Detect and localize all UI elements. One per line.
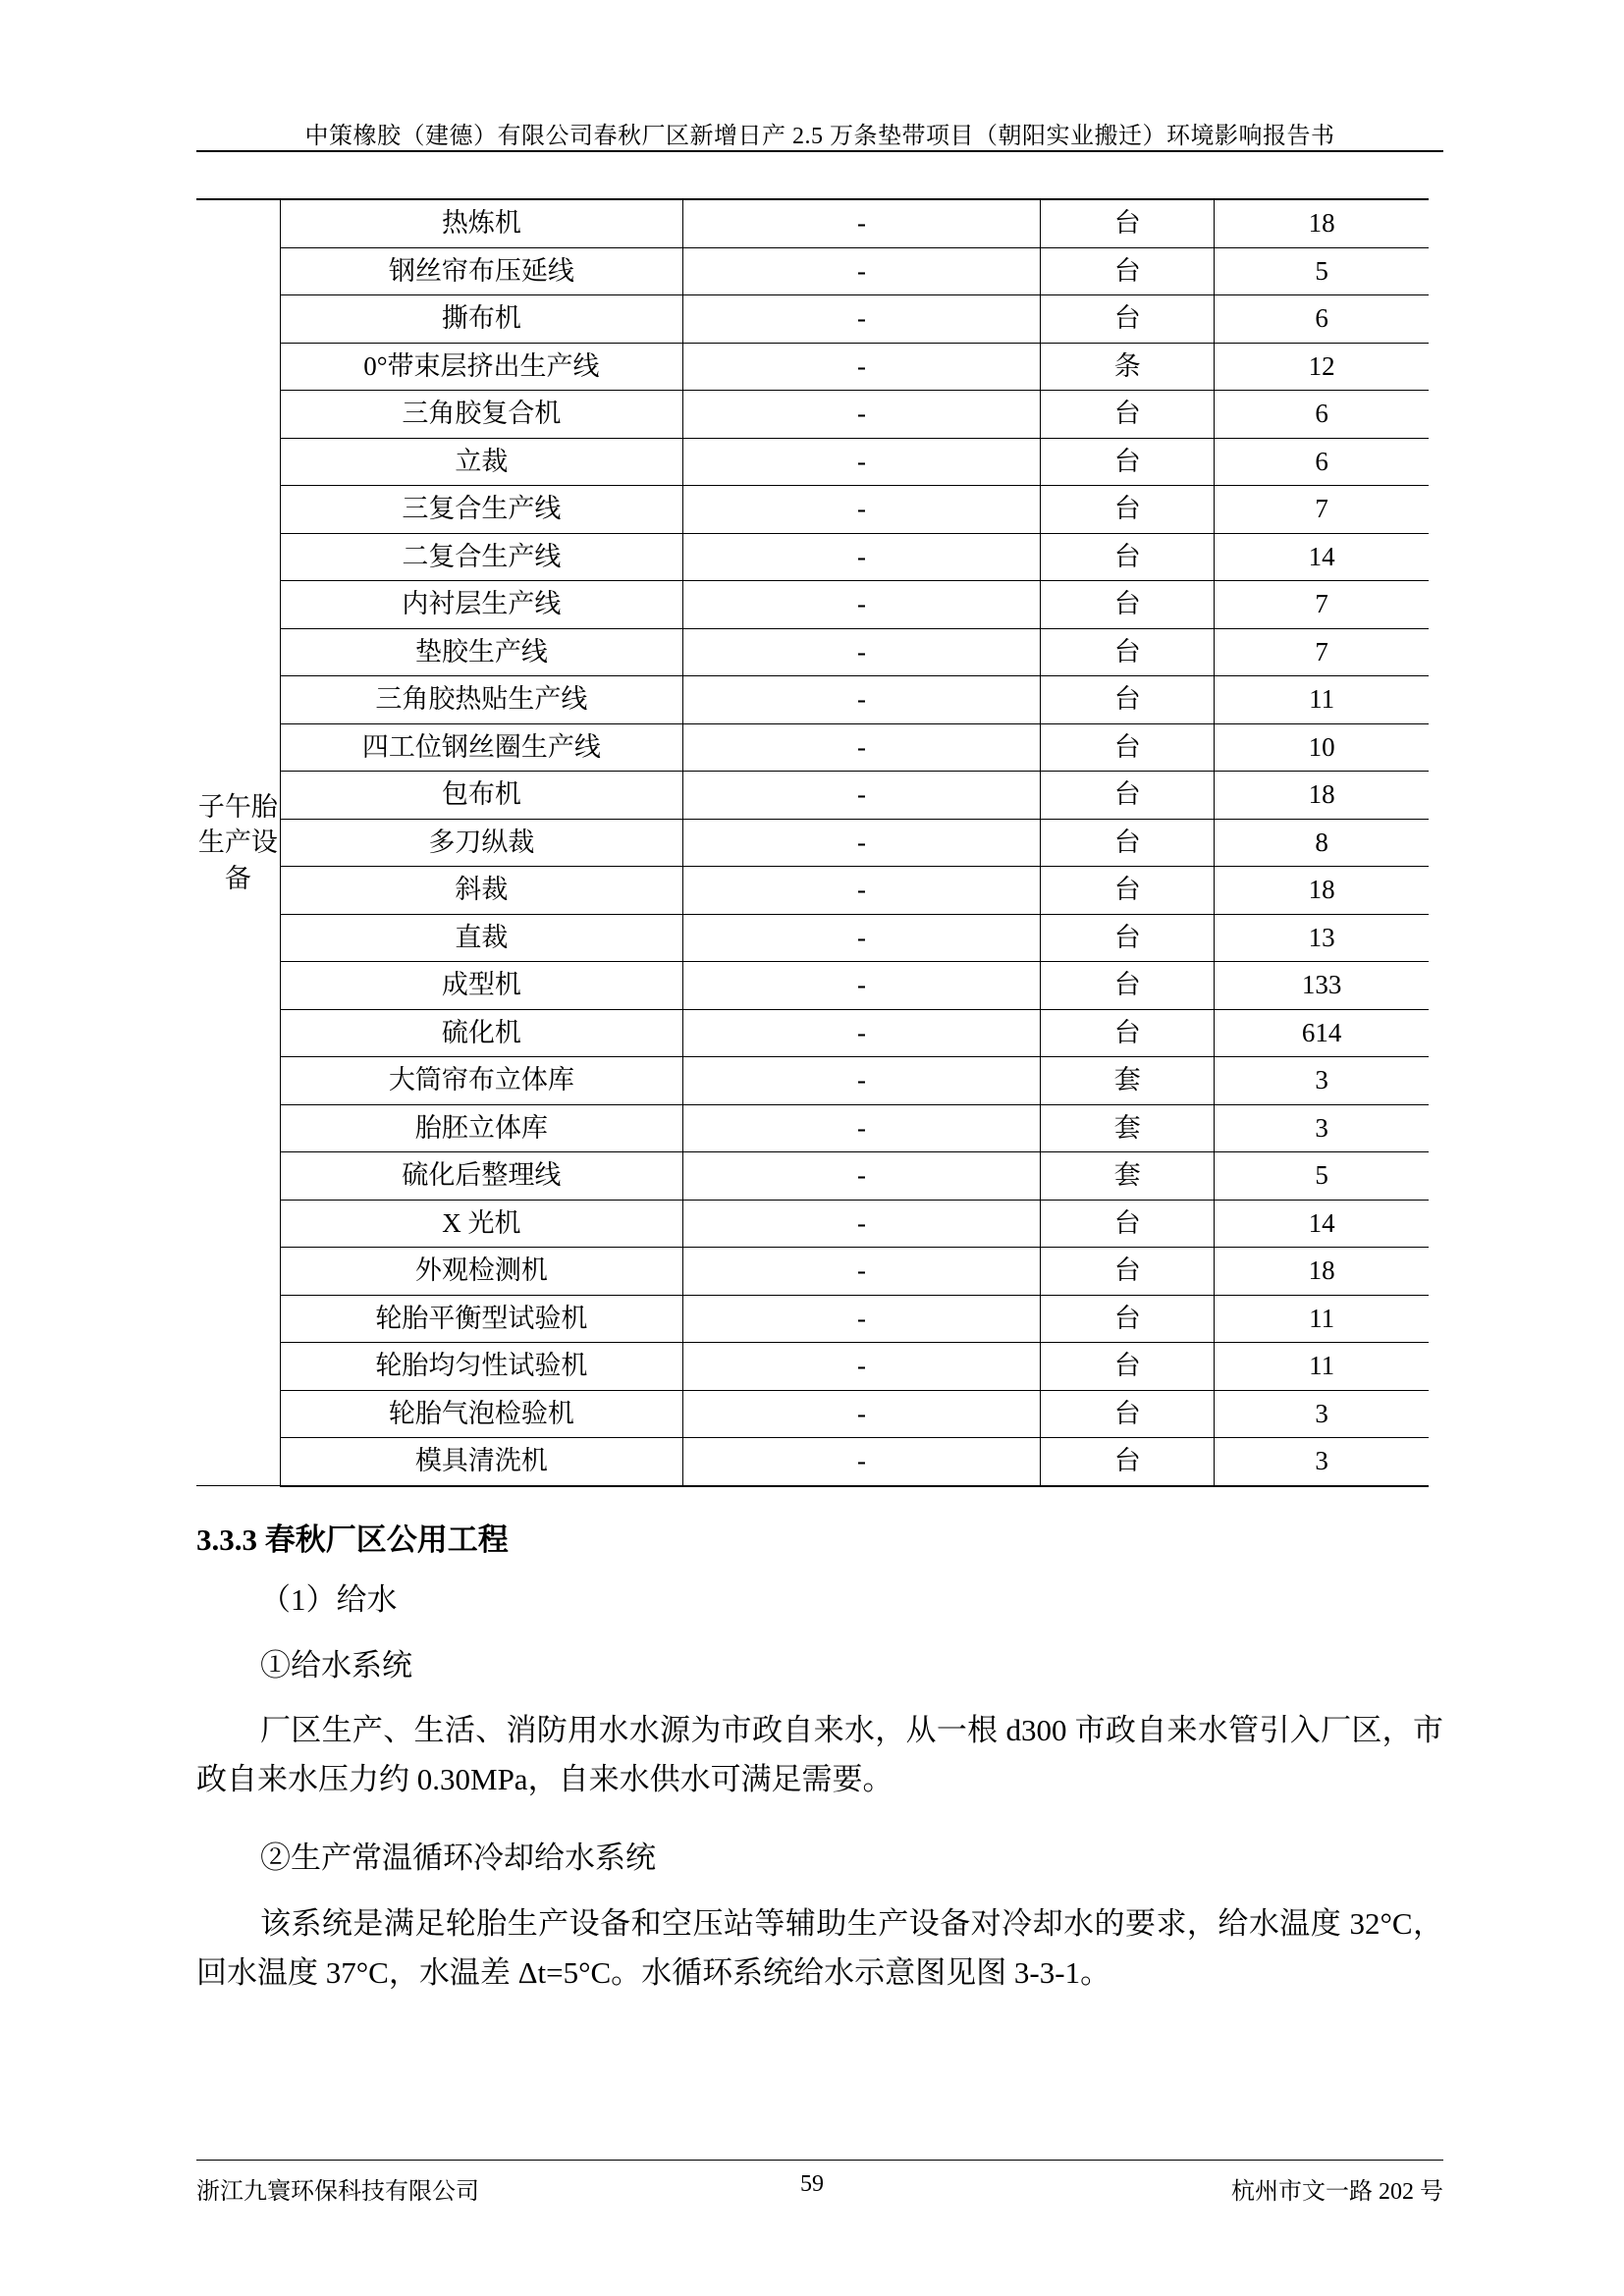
equipment-unit-cell: 台 (1041, 438, 1215, 486)
table-row (196, 391, 1429, 439)
paragraph-water-source: 厂区生产、生活、消防用水水源为市政自来水，从一根 d300 市政自来水管引入厂区，市政自来水压力约 0.30MPa，自来水供水可满足需要。 (196, 1713, 1443, 1796)
equipment-name-cell: 大筒帘布立体库 (280, 1057, 682, 1105)
equipment-unit-cell: 台 (1041, 1390, 1215, 1438)
equipment-count-cell: 14 (1215, 1200, 1429, 1248)
equipment-count-cell: 10 (1215, 723, 1429, 772)
equipment-spec-cell: - (682, 723, 1040, 772)
equipment-count-cell: 7 (1215, 628, 1429, 676)
equipment-count-cell: 18 (1215, 772, 1429, 820)
equipment-spec-cell: - (682, 772, 1040, 820)
equipment-name-cell: 撕布机 (280, 295, 682, 344)
equipment-count-cell: 11 (1215, 676, 1429, 724)
equipment-table (196, 198, 1429, 1487)
equipment-spec-cell: - (682, 581, 1040, 629)
equipment-count-cell: 14 (1215, 533, 1429, 581)
equipment-spec-cell: - (682, 914, 1040, 962)
page-header-title: 中策橡胶（建德）有限公司春秋厂区新增日产 2.5 万条垫带项目（朝阳实业搬迁）环境影响报告书 (304, 124, 1335, 149)
equipment-unit-cell: 台 (1041, 723, 1215, 772)
equipment-name-cell: 四工位钢丝圈生产线 (280, 723, 682, 772)
equipment-unit-cell: 套 (1041, 1057, 1215, 1105)
equipment-name-cell: X 光机 (280, 1200, 682, 1248)
equipment-spec-cell: - (682, 1152, 1040, 1201)
table-row (196, 438, 1429, 486)
equipment-table-body (196, 199, 1429, 1486)
equipment-spec-cell: - (682, 1248, 1040, 1296)
equipment-unit-cell: 套 (1041, 1104, 1215, 1152)
equipment-unit-cell: 台 (1041, 1009, 1215, 1057)
equipment-count-cell: 12 (1215, 343, 1429, 391)
equipment-name-cell: 胎胚立体库 (280, 1104, 682, 1152)
equipment-spec-cell: - (682, 1295, 1040, 1343)
table-row (196, 581, 1429, 629)
equipment-unit-cell: 台 (1041, 1438, 1215, 1486)
subsection-water-supply: （1）给水 (260, 1582, 398, 1617)
equipment-count-cell: 5 (1215, 247, 1429, 295)
equipment-count-cell: 3 (1215, 1390, 1429, 1438)
table-row (196, 1200, 1429, 1248)
table-row (196, 1104, 1429, 1152)
equipment-spec-cell: - (682, 676, 1040, 724)
equipment-count-cell: 133 (1215, 962, 1429, 1010)
table-row (196, 199, 1429, 247)
table-row (196, 247, 1429, 295)
equipment-name-cell: 多刀纵裁 (280, 819, 682, 867)
table-row (196, 1248, 1429, 1296)
equipment-unit-cell: 台 (1041, 867, 1215, 915)
header-divider (196, 150, 1443, 152)
equipment-name-cell: 斜裁 (280, 867, 682, 915)
equipment-count-cell: 614 (1215, 1009, 1429, 1057)
equipment-name-cell: 成型机 (280, 962, 682, 1010)
equipment-spec-cell: - (682, 391, 1040, 439)
equipment-spec-cell: - (682, 1390, 1040, 1438)
equipment-spec-cell: - (682, 1104, 1040, 1152)
table-row (196, 1438, 1429, 1486)
equipment-spec-cell: - (682, 486, 1040, 534)
equipment-count-cell: 3 (1215, 1438, 1429, 1486)
table-row (196, 1295, 1429, 1343)
equipment-count-cell: 18 (1215, 1248, 1429, 1296)
table-row (196, 628, 1429, 676)
table-row (196, 1009, 1429, 1057)
equipment-spec-cell: - (682, 533, 1040, 581)
equipment-spec-cell: - (682, 438, 1040, 486)
equipment-unit-cell: 台 (1041, 772, 1215, 820)
table-row (196, 486, 1429, 534)
equipment-category-cell: 子午胎生产设备 (196, 199, 280, 1486)
footer-address: 杭州市文一路 202 号 (1231, 2179, 1443, 2205)
equipment-count-cell: 6 (1215, 295, 1429, 344)
equipment-unit-cell: 台 (1041, 199, 1215, 247)
equipment-unit-cell: 台 (1041, 295, 1215, 344)
equipment-unit-cell: 台 (1041, 486, 1215, 534)
equipment-count-cell: 18 (1215, 867, 1429, 915)
item-cooling-water-system: ②生产常温循环冷却给水系统 (260, 1841, 656, 1875)
equipment-unit-cell: 台 (1041, 914, 1215, 962)
equipment-name-cell: 三角胶热贴生产线 (280, 676, 682, 724)
paragraph-cooling-water: 该系统是满足轮胎生产设备和空压站等辅助生产设备对冷却水的要求，给水温度 32°C，回水温度 37°C，水温差 Δt=5°C。水循环系统给水示意图见图 3-3-1。 (196, 1906, 1443, 1990)
equipment-unit-cell: 台 (1041, 819, 1215, 867)
table-row (196, 772, 1429, 820)
equipment-unit-cell: 台 (1041, 962, 1215, 1010)
equipment-spec-cell: - (682, 962, 1040, 1010)
equipment-unit-cell: 台 (1041, 628, 1215, 676)
equipment-name-cell: 外观检测机 (280, 1248, 682, 1296)
equipment-spec-cell: - (682, 343, 1040, 391)
equipment-count-cell: 18 (1215, 199, 1429, 247)
equipment-count-cell: 7 (1215, 486, 1429, 534)
equipment-name-cell: 垫胶生产线 (280, 628, 682, 676)
equipment-count-cell: 3 (1215, 1104, 1429, 1152)
footer-page-number: 59 (800, 2171, 824, 2197)
equipment-unit-cell: 台 (1041, 1295, 1215, 1343)
section-heading: 3.3.3 春秋厂区公用工程 (196, 1522, 509, 1557)
equipment-spec-cell: - (682, 628, 1040, 676)
equipment-unit-cell: 台 (1041, 676, 1215, 724)
equipment-name-cell: 轮胎气泡检验机 (280, 1390, 682, 1438)
equipment-spec-cell: - (682, 1009, 1040, 1057)
equipment-name-cell: 内衬层生产线 (280, 581, 682, 629)
equipment-unit-cell: 台 (1041, 247, 1215, 295)
table-row (196, 1390, 1429, 1438)
equipment-count-cell: 7 (1215, 581, 1429, 629)
equipment-count-cell: 6 (1215, 438, 1429, 486)
equipment-unit-cell: 台 (1041, 1200, 1215, 1248)
table-row (196, 1343, 1429, 1391)
equipment-unit-cell: 条 (1041, 343, 1215, 391)
equipment-count-cell: 5 (1215, 1152, 1429, 1201)
equipment-spec-cell: - (682, 1438, 1040, 1486)
equipment-spec-cell: - (682, 1200, 1040, 1248)
equipment-name-cell: 硫化机 (280, 1009, 682, 1057)
equipment-name-cell: 轮胎平衡型试验机 (280, 1295, 682, 1343)
table-row (196, 533, 1429, 581)
equipment-name-cell: 钢丝帘布压延线 (280, 247, 682, 295)
equipment-count-cell: 11 (1215, 1343, 1429, 1391)
table-row (196, 676, 1429, 724)
equipment-count-cell: 3 (1215, 1057, 1429, 1105)
equipment-spec-cell: - (682, 1057, 1040, 1105)
table-row (196, 819, 1429, 867)
table-row (196, 962, 1429, 1010)
equipment-unit-cell: 台 (1041, 1343, 1215, 1391)
table-row (196, 1057, 1429, 1105)
equipment-name-cell: 立裁 (280, 438, 682, 486)
equipment-name-cell: 包布机 (280, 772, 682, 820)
equipment-spec-cell: - (682, 247, 1040, 295)
equipment-name-cell: 热炼机 (280, 199, 682, 247)
equipment-spec-cell: - (682, 867, 1040, 915)
equipment-name-cell: 0°带束层挤出生产线 (280, 343, 682, 391)
equipment-count-cell: 13 (1215, 914, 1429, 962)
equipment-name-cell: 直裁 (280, 914, 682, 962)
equipment-spec-cell: - (682, 819, 1040, 867)
equipment-unit-cell: 套 (1041, 1152, 1215, 1201)
table-row (196, 867, 1429, 915)
equipment-unit-cell: 台 (1041, 581, 1215, 629)
equipment-name-cell: 硫化后整理线 (280, 1152, 682, 1201)
equipment-name-cell: 二复合生产线 (280, 533, 682, 581)
equipment-name-cell: 三角胶复合机 (280, 391, 682, 439)
equipment-spec-cell: - (682, 1343, 1040, 1391)
table-row (196, 295, 1429, 344)
footer-divider (196, 2160, 1443, 2161)
table-row (196, 343, 1429, 391)
equipment-unit-cell: 台 (1041, 533, 1215, 581)
equipment-count-cell: 8 (1215, 819, 1429, 867)
equipment-count-cell: 6 (1215, 391, 1429, 439)
table-row (196, 914, 1429, 962)
equipment-count-cell: 11 (1215, 1295, 1429, 1343)
equipment-name-cell: 三复合生产线 (280, 486, 682, 534)
equipment-unit-cell: 台 (1041, 1248, 1215, 1296)
table-row (196, 723, 1429, 772)
equipment-name-cell: 模具清洗机 (280, 1438, 682, 1486)
item-water-supply-system: ①给水系统 (260, 1648, 412, 1682)
equipment-spec-cell: - (682, 199, 1040, 247)
equipment-unit-cell: 台 (1041, 391, 1215, 439)
table-row (196, 1152, 1429, 1201)
equipment-name-cell: 轮胎均匀性试验机 (280, 1343, 682, 1391)
equipment-spec-cell: - (682, 295, 1040, 344)
footer-company: 浙江九寰环保科技有限公司 (196, 2179, 479, 2205)
